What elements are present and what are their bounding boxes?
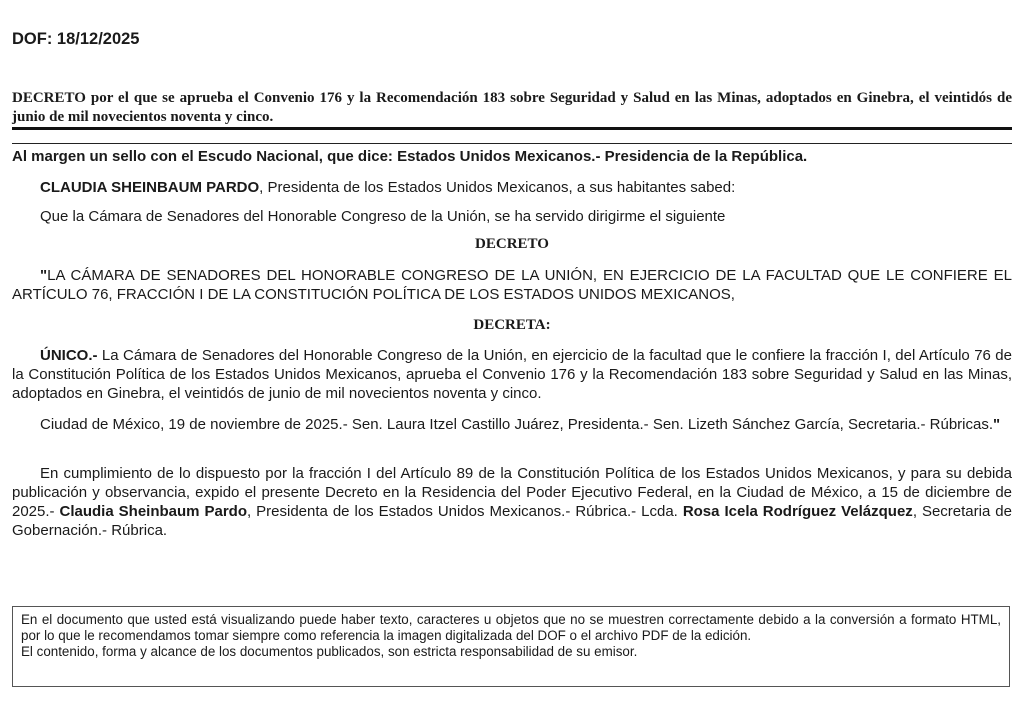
congress-intro: Que la Cámara de Senadores del Honorable Congreso de la Unión, se ha servido dirigirme el siguiente bbox=[40, 208, 726, 225]
unico-text: La Cámara de Senadores del Honorable Congreso de la Unión, en ejercicio de la facultad que le confiere la fracción I, del Artículo 76 de la Constitución Política de los Estados Unidos Mexicanos, aprueba el Convenio 176 y la Recomendación 183 sobre Seguridad y Salud en las Minas, adoptados en Ginebra, el veintidós de junio de mil novecientos noventa y cinco. bbox=[12, 347, 1012, 402]
footer-notice-box bbox=[12, 606, 1010, 687]
signature-paragraph bbox=[12, 415, 1012, 434]
president-name: CLAUDIA SHEINBAUM PARDO bbox=[40, 179, 260, 196]
seal-text: Al margen un sello con el Escudo Nacional, que dice: Estados Unidos Mexicanos.- Presidencia de la República. bbox=[12, 148, 808, 165]
heading-decreta: DECRETA: bbox=[473, 317, 551, 333]
promulgation-signer: Claudia Sheinbaum Pardo bbox=[59, 503, 247, 520]
quote-close: " bbox=[993, 416, 1001, 433]
unico-label: ÚNICO.- bbox=[40, 347, 98, 364]
title-rule-thick bbox=[12, 127, 1012, 130]
promulgation-text: En cumplimiento de lo dispuesto por la fracción I del Artículo 89 de la Constitución Política de los Estados Unidos Mexicanos, y para su debida publicación y observancia, expido el presente Decreto en la Residencia del Poder Ejecutivo Federal, en la Ciudad de México, a 15 de diciembre de 2025.- bbox=[12, 465, 1012, 520]
title-rule-thin bbox=[12, 143, 1012, 144]
senate-paragraph bbox=[12, 266, 1012, 304]
promulgation-signer-role: , Presidenta de los Estados Unidos Mexicanos.- Rúbrica.- Lcda. bbox=[247, 503, 683, 520]
footer-responsibility: El contenido, forma y alcance de los documentos publicados, son estricta responsabilidad de su emisor. bbox=[21, 644, 638, 659]
footer-notice: En el documento que usted está visualizando puede haber texto, caracteres u objetos que no se muestren correctamente debido a la conversión a formato HTML, por lo que le recomendamos tomar siempre como referencia la imagen digitalizada del DOF o el archivo PDF de la edición. bbox=[21, 612, 1001, 643]
congress-intro-paragraph bbox=[12, 207, 1012, 226]
unico-paragraph bbox=[12, 346, 1012, 403]
president-intro: , Presidenta de los Estados Unidos Mexicanos, a sus habitantes sabed: bbox=[259, 179, 736, 196]
decree-title: DECRETO por el que se aprueba el Convenio 176 y la Recomendación 183 sobre Seguridad y Salud en las Minas, adoptados en Ginebra, el veintidós de junio de mil novecientos noventa y cinco. bbox=[12, 90, 1012, 125]
senate-text: LA CÁMARA DE SENADORES DEL HONORABLE CONGRESO DE LA UNIÓN, EN EJERCICIO DE LA FACULTAD QUE LE CONFIERE EL ARTÍCULO 76, FRACCIÓN I DE LA CONSTITUCIÓN POLÍTICA DE LOS ESTADOS UNIDOS MEXICANOS, bbox=[12, 267, 1012, 303]
secretary-role: , Secretaria de Gobernación.- Rúbrica. bbox=[12, 503, 1012, 539]
dof-date: DOF: 18/12/2025 bbox=[12, 30, 140, 48]
seal-paragraph bbox=[12, 147, 1012, 166]
quote-open: " bbox=[40, 267, 48, 284]
president-paragraph bbox=[12, 178, 1012, 197]
signature-text: Ciudad de México, 19 de noviembre de 2025.- Sen. Laura Itzel Castillo Juárez, Presidenta.- Sen. Lizeth Sánchez García, Secretaria.- Rúbricas. bbox=[40, 416, 993, 433]
secretary-name: Rosa Icela Rodríguez Velázquez bbox=[682, 503, 913, 520]
promulgation-paragraph bbox=[12, 464, 1012, 540]
heading-decreto: DECRETO bbox=[475, 236, 549, 252]
